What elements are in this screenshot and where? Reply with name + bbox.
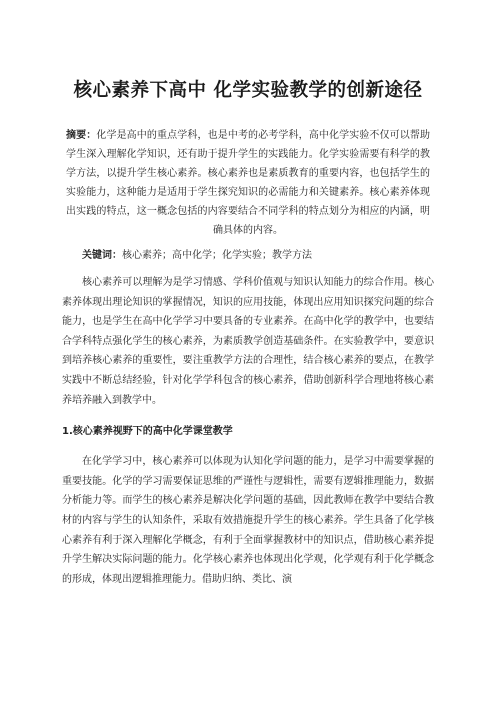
abstract-label: 摘要： [66, 130, 97, 141]
article-title: 核心素养下高中 化学实验教学的创新途径 [73, 80, 423, 101]
keywords [82, 246, 434, 265]
section-paragraph: 在化学学习中，核心素养可以体现为认知化学问题的能力，是学习中需要掌握的重要技能。化学的学习需要保证思维的严谨性与逻辑性，需要有逻辑推理能力，数据分析能力等。而学生的核心素养是解决化学问题的基础，因此教师在教学中要结合教材的内容与学生的认知条件，采取有效措施提升学生的核心素养。学生具备了化学核心素养有利于深入理解化学概念，有利于全面掌握教材中的知识点，借助核心素养提升学生解决实际问题的能力。化学核心素养也体现出化学观，化学观有利于化学概念的形成，体现出逻辑推理能力。借助归纳、类比、演 [62, 456, 434, 585]
keywords-label: 关键词： [82, 250, 122, 261]
intro-paragraph: 核心素养可以理解为是学习情感、学科价值观与知识认知能力的综合作用。核心素养体现出理论知识的掌握情况，知识的应用技能，体现出应用知识探究问题的综合能力，也是学生在高中化学学习中要具备的专业素养。在高中化学的教学中，也要结合学科特点强化学生的核心素养，为素质教学创造基础条件。在实验教学中，要意识到培养核心素养的重要性，要注重教学方法的合理性，结合核心素养的要点，在教学实践中不断总结经验，针对化学学科包含的核心素养，借助创新科学合理地将核心素养培养融入到教学中。 [62, 277, 434, 406]
keywords-text: 核心素养；高中化学；化学实验；教学方法 [122, 250, 312, 261]
abstract [66, 126, 430, 240]
section-heading: 1.核心素养视野下的高中化学课堂教学 [62, 426, 233, 438]
abstract-text: 化学是高中的重点学科，也是中考的必考学科，高中化学实验不仅可以帮助学生深入理解化学知识，还有助于提升学生的实践能力。化学实验需要有科学的教学方法，以提升学生核心素养。核心素养也是素质教育的重要内容，也包括学生的实验能力，这种能力是适用于学生探究知识的必需能力和关键素养。核心素养体现出实践的特点，这一概念包括的内容要结合不同学科的特点划分为相应的内涵，明确具体的内容。 [66, 130, 431, 236]
